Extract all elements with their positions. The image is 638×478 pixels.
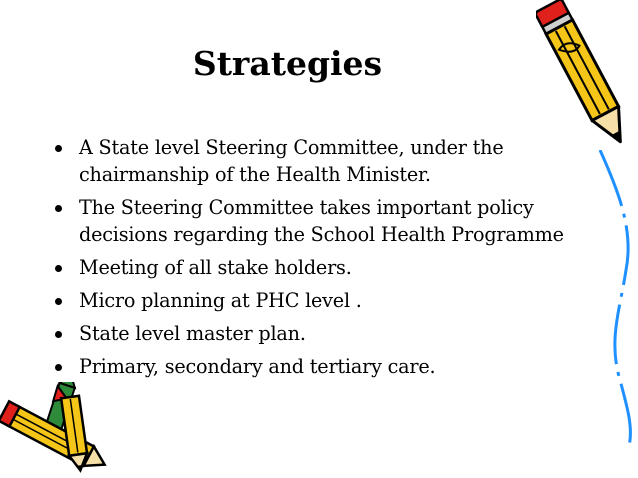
wave-line-decoration xyxy=(598,150,638,450)
bullet-dot xyxy=(55,298,62,305)
bullet-text: Micro planning at PHC level . xyxy=(79,289,362,312)
bullet-list xyxy=(55,134,615,386)
bullet-item xyxy=(55,320,615,347)
bullet-text: Primary, secondary and tertiary care. xyxy=(79,355,436,378)
bullet-dot xyxy=(55,265,62,272)
bullet-text: The Steering Committee takes important policy decisions regarding the School Health Programme xyxy=(79,196,564,246)
pencil-icon xyxy=(536,0,638,150)
bullet-item xyxy=(55,353,615,380)
bullet-item xyxy=(55,254,615,281)
pencils-icon xyxy=(0,382,140,478)
bullet-dot xyxy=(55,364,62,371)
bullet-item xyxy=(55,194,615,248)
bullet-text: Meeting of all stake holders. xyxy=(79,256,352,279)
bullet-dot xyxy=(55,331,62,338)
bullet-dot xyxy=(55,145,62,152)
bullet-item xyxy=(55,134,615,188)
bullet-item xyxy=(55,287,615,314)
bullet-dot xyxy=(55,205,62,212)
bullet-text: State level master plan. xyxy=(79,322,306,345)
bullet-text: A State level Steering Committee, under the chairmanship of the Health Minister. xyxy=(79,136,504,186)
slide-title: Strategies xyxy=(192,44,383,83)
